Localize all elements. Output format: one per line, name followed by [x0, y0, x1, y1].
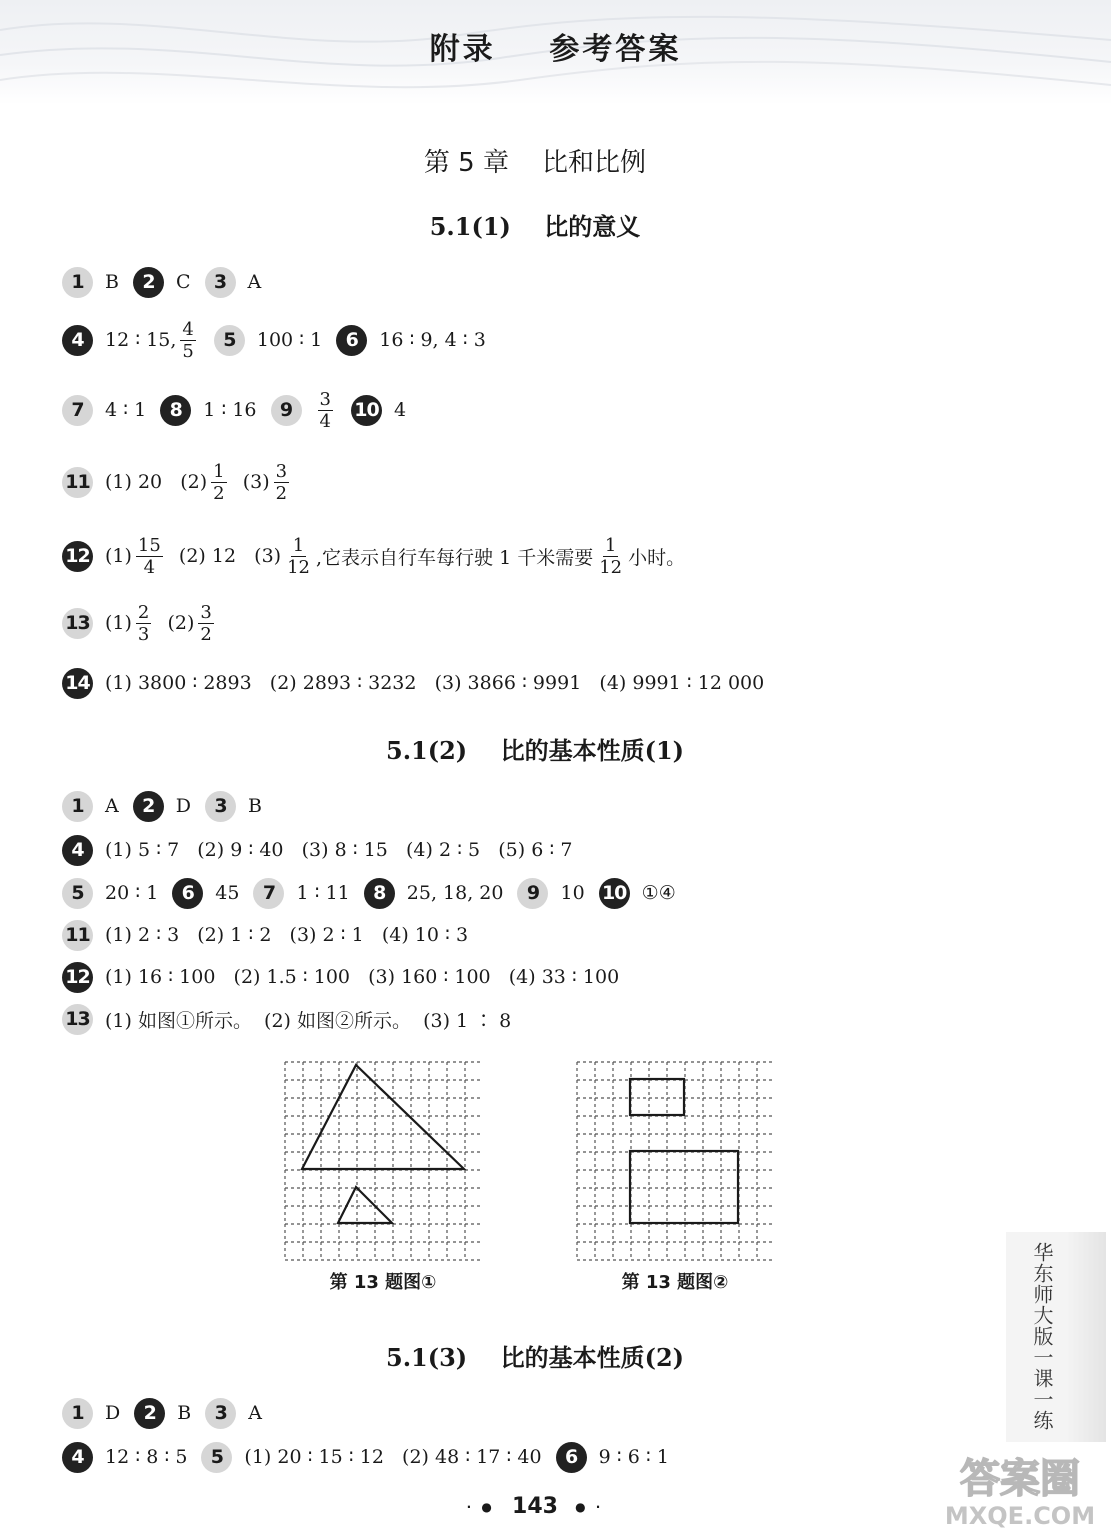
answer-text: 45	[215, 882, 240, 904]
fraction-numerator: 2	[137, 601, 150, 623]
answer-text: 1 ∶ 16	[203, 399, 257, 421]
fraction-denominator: 3	[137, 623, 150, 645]
fraction-denominator: 4	[319, 410, 331, 432]
question-item	[205, 267, 262, 298]
question-number-badge: 3	[205, 1398, 236, 1429]
answer-text: B	[247, 795, 262, 817]
question-item	[556, 1442, 669, 1473]
fraction-denominator: 2	[200, 623, 212, 645]
large-rectangle	[630, 1151, 738, 1223]
answer-row	[62, 663, 764, 703]
dots-decoration: ● ·	[567, 1500, 604, 1514]
fraction-numerator: 3	[275, 460, 288, 482]
answer-text: A	[247, 271, 262, 293]
question-number-badge: 1	[62, 267, 93, 298]
question-item	[62, 267, 119, 298]
question-number-badge: 6	[336, 325, 367, 356]
question-item	[62, 1004, 511, 1035]
appendix-title: 附录 参考答案	[429, 32, 682, 67]
answer-text: (1) 如图①所示。 (2) 如图②所示。 (3) 1 ∶ 8	[105, 1009, 512, 1032]
side-tab	[1006, 1232, 1106, 1442]
question-item	[62, 461, 293, 504]
question-item	[62, 1442, 187, 1473]
answer-row	[62, 873, 676, 913]
answer-text: 100 ∶ 1	[256, 329, 323, 351]
fraction-numerator: 1	[213, 460, 225, 482]
page-number: 143	[512, 1494, 558, 1519]
question-item	[214, 325, 322, 356]
section-title: 5.1(3) 比的基本性质(2)	[386, 1343, 684, 1372]
question-item	[517, 878, 584, 909]
question-item	[62, 920, 468, 951]
answer-text: 1 ∶ 11	[296, 882, 350, 904]
question-item	[201, 1442, 541, 1473]
fraction-denominator: 4	[143, 556, 156, 578]
question-item	[271, 389, 337, 432]
section-title: 5.1(1) 比的意义	[429, 212, 641, 241]
answer-text: 4 ∶ 1	[105, 399, 147, 421]
svg-text:MXQE.COM: MXQE.COM	[944, 1502, 1096, 1530]
question-item	[62, 835, 572, 866]
question-number-badge: 11	[62, 920, 93, 951]
question-number-badge: 7	[62, 395, 93, 426]
question-number-badge: 7	[253, 878, 284, 909]
question-number-badge: 8	[364, 878, 395, 909]
answer-row	[62, 536, 685, 576]
question-item	[62, 1398, 120, 1429]
fraction-denominator: 2	[213, 482, 225, 504]
question-number-badge: 4	[62, 325, 93, 356]
fraction-numerator: 3	[319, 388, 331, 410]
section-title: 5.1(2) 比的基本性质(1)	[386, 736, 684, 765]
fraction	[180, 319, 195, 362]
fraction	[597, 535, 624, 578]
answer-text: (1) 2 ∶ 3 (2) 1 ∶ 2 (3) 2 ∶ 1 (4) 10 ∶ 3	[105, 924, 469, 946]
answer-text: (1)	[105, 545, 132, 567]
question-number-badge: 10	[599, 878, 630, 909]
question-number-badge: 2	[133, 267, 164, 298]
question-number-badge: 3	[205, 267, 236, 298]
answer-row	[62, 462, 293, 502]
question-item	[351, 395, 406, 426]
fraction	[274, 461, 289, 504]
side-tab-text: 华东师大版一课一练	[1030, 1242, 1054, 1431]
question-number-badge: 14	[62, 668, 93, 699]
question-item	[253, 878, 349, 909]
answer-text: (2)	[155, 612, 195, 634]
question-number-badge: 12	[62, 962, 93, 993]
question-item	[62, 535, 685, 578]
answer-text: (1)	[105, 612, 132, 634]
answer-text: (1) 20 ∶ 15 ∶ 12 (2) 48 ∶ 17 ∶ 40	[244, 1446, 542, 1468]
fraction-numerator: 1	[292, 534, 305, 556]
answer-text: C	[175, 271, 191, 293]
question-item	[134, 1398, 191, 1429]
answer-text: 25, 18, 20	[406, 882, 504, 904]
question-number-badge: 12	[62, 541, 93, 572]
question-item	[205, 791, 262, 822]
question-item	[62, 602, 218, 645]
question-number-badge: 4	[62, 1442, 93, 1473]
answer-row	[62, 830, 572, 870]
fraction-denominator: 2	[275, 482, 288, 504]
question-item	[62, 668, 764, 699]
fraction-denominator: 12	[599, 556, 623, 578]
fraction	[285, 535, 312, 578]
question-number-badge: 8	[160, 395, 191, 426]
answer-text: A	[105, 795, 119, 817]
answer-text: 10	[560, 882, 585, 904]
question-number-badge: 9	[271, 395, 302, 426]
answer-text: D	[175, 795, 191, 817]
question-number-badge: 11	[62, 467, 93, 498]
question-item	[62, 962, 619, 993]
answer-text: B	[177, 1402, 192, 1424]
answer-text: A	[248, 1402, 262, 1424]
answer-text: 小时。	[628, 546, 686, 569]
fraction	[318, 389, 333, 432]
question-item	[599, 878, 676, 909]
question-item	[160, 395, 256, 426]
question-item	[62, 791, 119, 822]
answer-row	[62, 603, 218, 643]
small-triangle	[338, 1187, 392, 1223]
answer-text: (3)	[230, 471, 270, 493]
question-number-badge: 4	[62, 835, 93, 866]
fraction	[136, 535, 163, 578]
answer-text: 9 ∶ 6 ∶ 1	[598, 1446, 669, 1468]
answer-text: 20 ∶ 1	[105, 882, 159, 904]
question-item	[133, 267, 191, 298]
answer-text: 12 ∶ 8 ∶ 5	[105, 1446, 188, 1468]
question-item	[62, 878, 158, 909]
question-number-badge: 6	[172, 878, 203, 909]
fraction-numerator: 1	[604, 534, 617, 556]
answer-text: (1) 3800 ∶ 2893 (2) 2893 ∶ 3232 (3) 3866 ∶ 9991 (4) 9991 ∶ 12 000	[105, 672, 765, 694]
answer-row	[62, 999, 511, 1039]
question-item	[364, 878, 504, 909]
figure-2-grid	[576, 1061, 774, 1261]
answer-row	[62, 262, 261, 302]
dots-decoration: · ●	[466, 1500, 503, 1514]
question-item	[205, 1398, 262, 1429]
answer-text: 4	[393, 399, 407, 421]
question-number-badge: 1	[62, 791, 93, 822]
answer-text: D	[105, 1402, 121, 1424]
question-item	[133, 791, 191, 822]
question-number-badge: 9	[517, 878, 548, 909]
watermark-logo	[935, 1448, 1105, 1530]
fraction-denominator: 12	[287, 556, 310, 578]
question-number-badge: 13	[62, 608, 93, 639]
answer-text: 12 ∶ 15,	[105, 329, 177, 351]
svg-text:答案圈: 答案圈	[960, 1456, 1080, 1502]
question-number-badge: 5	[214, 325, 245, 356]
answer-text: (1) 20 (2)	[105, 471, 208, 493]
figure-1-caption: 第 13 题图①	[329, 1272, 437, 1293]
answer-text: (1) 5 ∶ 7 (2) 9 ∶ 40 (3) 8 ∶ 15 (4) 2 ∶ 5 (5) 6 ∶ 7	[105, 839, 573, 861]
fraction-numerator: 15	[137, 534, 161, 556]
answer-text: B	[105, 271, 119, 293]
question-number-badge: 5	[62, 878, 93, 909]
answer-row	[62, 915, 468, 955]
fraction	[198, 602, 213, 645]
answer-text: ①④	[641, 882, 676, 904]
question-number-badge: 10	[351, 395, 382, 426]
fraction-denominator: 5	[182, 340, 194, 362]
small-rectangle	[630, 1079, 684, 1115]
answer-text: 16 ∶ 9, 4 ∶ 3	[379, 329, 486, 351]
question-number-badge: 6	[556, 1442, 587, 1473]
question-item	[62, 395, 146, 426]
question-number-badge: 3	[205, 791, 236, 822]
question-number-badge: 2	[134, 1398, 165, 1429]
fraction	[136, 602, 151, 645]
fraction-numerator: 3	[200, 601, 212, 623]
question-number-badge: 5	[201, 1442, 232, 1473]
answer-text: ,它表示自行车每行驶 1 千米需要	[315, 546, 594, 569]
answer-row	[62, 320, 486, 360]
page-number-area	[0, 1494, 1070, 1519]
question-item	[336, 325, 486, 356]
answer-row	[62, 1437, 669, 1477]
chapter-title: 第 5 章 比和比例	[423, 148, 647, 178]
answer-row	[62, 390, 406, 430]
figure-1-grid	[284, 1061, 482, 1261]
question-item	[172, 878, 239, 909]
answer-text: (2) 12 (3)	[166, 545, 282, 567]
answer-text: (1) 16 ∶ 100 (2) 1.5 ∶ 100 (3) 160 ∶ 100 (4) 33 ∶ 100	[105, 966, 620, 988]
question-number-badge: 2	[133, 791, 164, 822]
fraction	[211, 461, 226, 504]
answer-row	[62, 957, 619, 997]
question-number-badge: 13	[62, 1004, 93, 1035]
answer-row	[62, 1393, 262, 1433]
figure-2-caption: 第 13 题图②	[621, 1272, 729, 1293]
answer-row	[62, 786, 262, 826]
question-item	[62, 319, 200, 362]
question-number-badge: 1	[62, 1398, 93, 1429]
fraction-numerator: 4	[182, 318, 194, 340]
